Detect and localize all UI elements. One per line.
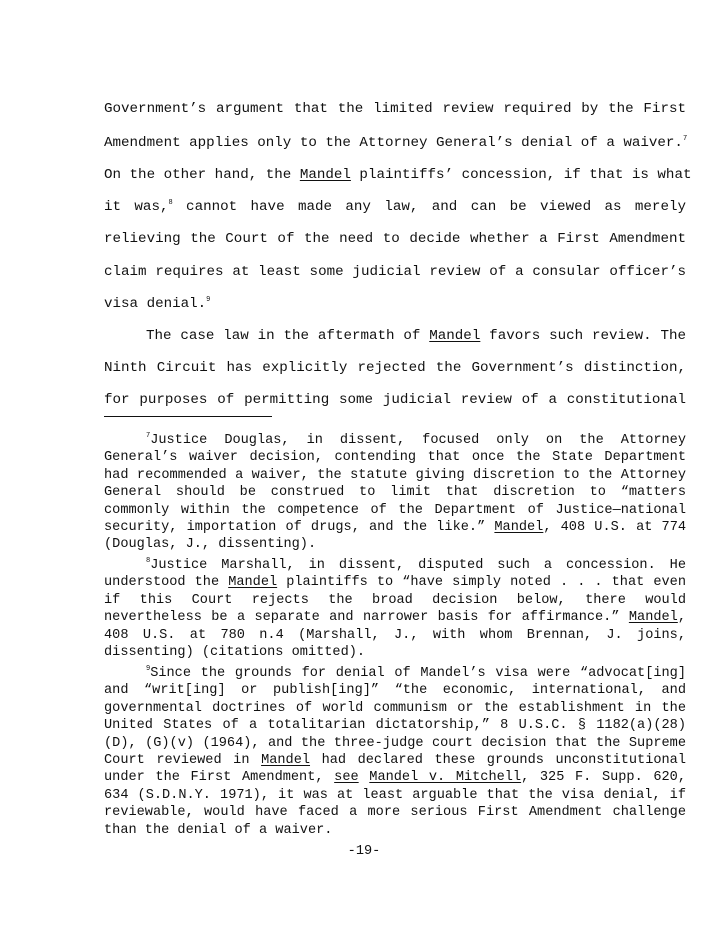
body-line-7	[104, 296, 686, 312]
case-name: Mandel v. Mitchell	[369, 770, 522, 786]
footnote-text: , 408 U.S. at 780 n.4 (Marshall, J., with whom Brennan, J. joins, dissenting) (citations omitted).	[104, 610, 686, 661]
footnote-ref-9: 9	[206, 296, 211, 304]
case-name: Mandel	[494, 520, 544, 536]
body-text: Government’s argument that the limited review required by the First	[104, 101, 686, 117]
body-line-2	[104, 135, 686, 151]
footnote-number: 7	[146, 432, 151, 440]
body-text: cannot have made any law, and can be viewed as merely	[172, 199, 686, 215]
footnote-number: 8	[146, 557, 151, 565]
body-text: it was,	[104, 199, 169, 215]
footnote-ref-8: 8	[168, 199, 173, 207]
body-line-3	[104, 167, 692, 183]
body-line-4	[104, 199, 686, 215]
case-name: Mandel	[429, 328, 481, 344]
body-text: relieving the Court of the need to decide whether a First Amendment	[104, 231, 686, 247]
body-text: Ninth Circuit has explicitly rejected the Government’s distinction,	[104, 360, 686, 376]
case-name: Mandel	[261, 753, 311, 769]
body-line-10	[104, 392, 686, 408]
footnote-text: had declared these grounds unconstitutional under the First Amendment,	[104, 753, 686, 786]
body-text: visa denial.	[104, 296, 207, 312]
body-text: claim requires at least some judicial review of a consular officer’s	[104, 264, 686, 280]
case-name: Mandel	[299, 167, 351, 183]
body-text: On the other hand, the	[104, 167, 300, 183]
case-name: Mandel	[628, 610, 678, 626]
footnote-ref-7: 7	[682, 135, 688, 143]
body-text: Amendment applies only to the Attorney General’s denial of a waiver.	[104, 135, 683, 151]
body-line-5	[104, 231, 686, 247]
body-text: plaintiffs’ concession, if that is what	[350, 167, 692, 183]
footnote-separator	[104, 416, 272, 417]
case-name: Mandel	[228, 575, 278, 591]
footnote-text: Justice Douglas, in dissent, focused only on the Attorney General’s waiver decision, contending that once the State Department had recommended a waiver, the statute giving discretion to the Attorney General should be construed to limit that discretion to “matters commonly within the competence of the Department of Justice—national security, importation of drugs, and the like.”	[104, 433, 686, 536]
footnote-9	[104, 665, 686, 839]
body-text: for purposes of permitting some judicial review of a constitutional	[104, 392, 686, 408]
body-line-8	[104, 328, 686, 344]
footnote-7	[104, 432, 686, 554]
footnote-text	[359, 770, 370, 785]
body-line-9	[104, 360, 686, 376]
body-line-6	[104, 264, 686, 280]
footnote-text: Since the grounds for denial of Mandel’s visa were “advocat[ing] and “writ[ing] or publish[ing]” “the economic, international, and governmental doctrines of world communism or the establishment in the United States of a totalitarian dictatorship,” 8 U.S.C. § 1182(a)(28)(D), (G)(v) (1964), and the three-judge court decision that the Supreme Court reviewed in	[104, 666, 686, 769]
footnote-text: , 408 U.S. at 774 (Douglas, J., dissenting).	[104, 520, 687, 553]
footnote-number: 9	[146, 665, 151, 673]
footnote-text: Justice Marshall, in dissent, disputed such a concession. He understood the	[104, 558, 686, 591]
footnote-8	[104, 557, 686, 661]
signal-see: see	[334, 770, 359, 786]
body-line-1	[104, 101, 686, 117]
body-text: favors such review. The	[480, 328, 686, 344]
footnote-text: , 325 F. Supp. 620, 634 (S.D.N.Y. 1971), it was at least arguable that the visa denial, if reviewable, would have faced a more serious First Amendment challenge than the denial of a waiver.	[104, 770, 686, 838]
page-number: -19-	[347, 844, 381, 859]
body-text: The case law in the aftermath of	[146, 328, 430, 344]
footnote-text: plaintiffs to “have simply noted . . . that even if this Court rejects the broad decision below, there would nevertheless be a separate and narrower basis for affirmance.”	[104, 575, 686, 626]
